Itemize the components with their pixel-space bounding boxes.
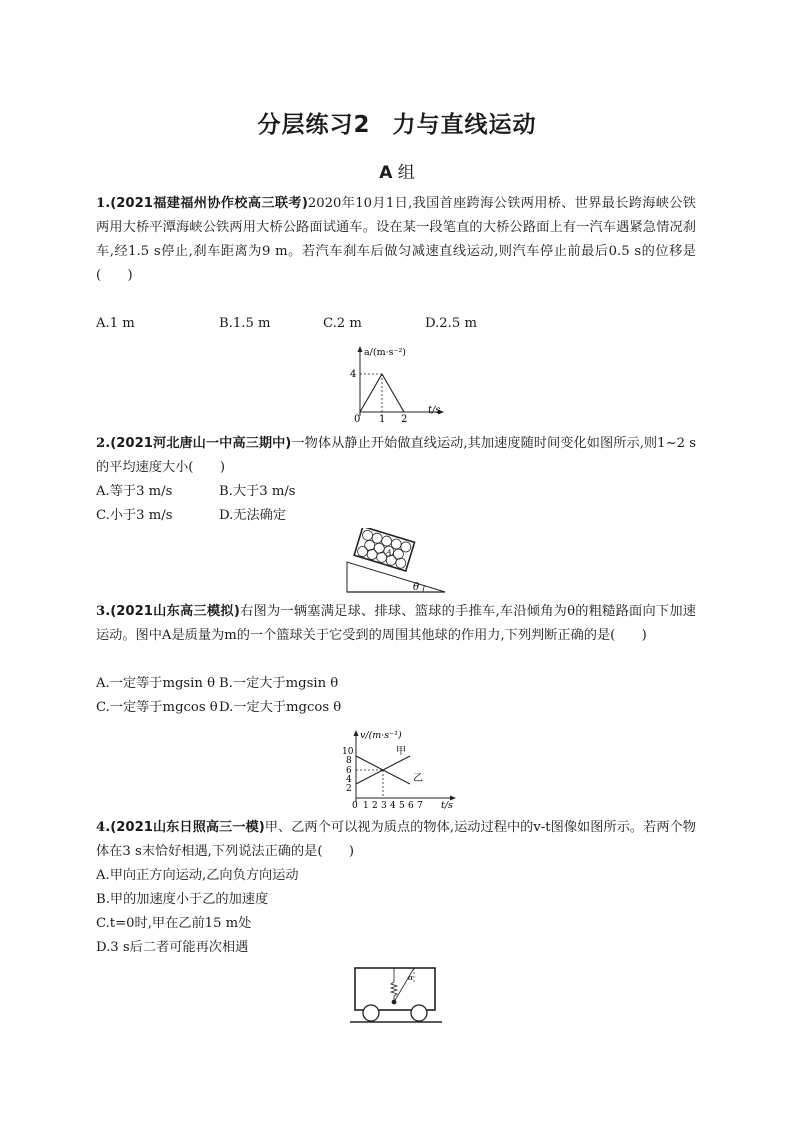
angle-label: θ <box>413 582 420 593</box>
y-tick-4: 4 <box>346 775 352 785</box>
q2-option-a: A.等于3 m/s <box>96 484 173 499</box>
q1-option-d: D.2.5 m <box>425 316 477 331</box>
x-tick-7: 7 <box>417 801 423 811</box>
q4-option-d: D.3 s后二者可能再次相遇 <box>96 940 249 955</box>
graph-line-rise <box>360 374 382 412</box>
question-source: .(2021福建福州协作校高三联考) <box>105 196 308 211</box>
x-tick-label-0: 0 <box>354 414 361 424</box>
y-axis-label: v/(m·s⁻¹) <box>360 730 402 741</box>
q4-option-c: C.t=0时,甲在乙前15 m处 <box>96 916 252 931</box>
wheel-left <box>363 1005 379 1021</box>
q4-option-a: A.甲向正方向运动,乙向负方向运动 <box>96 868 299 883</box>
x-axis-label: t/s <box>428 405 441 416</box>
x-tick-0: 0 <box>352 801 358 811</box>
y-tick-2: 2 <box>346 784 352 794</box>
x-tick-label-2: 2 <box>401 414 408 424</box>
y-axis-arrow <box>358 346 363 352</box>
q3-option-d: D.一定大于mgcos θ <box>219 700 342 715</box>
q1-option-a: A.1 m <box>96 316 135 331</box>
question-text: 甲、乙两个可以视为质点的物体,运动过程中的v-t图像如图所示。若两个物体在3 s末恰好相遇,下列说法正确的是( ) <box>96 820 696 859</box>
group-heading <box>0 158 794 183</box>
y-tick-6: 6 <box>346 766 352 776</box>
question-source: .(2021山东高三模拟) <box>105 604 240 619</box>
x-tick-5: 5 <box>399 801 405 811</box>
wheel-right <box>411 1005 427 1021</box>
acceleration-time-graph <box>340 342 450 424</box>
y-tick-label: 4 <box>350 369 357 380</box>
q3-option-b: B.一定大于mgsin θ <box>219 676 339 691</box>
group-label: 组 <box>397 163 415 183</box>
incline <box>347 562 445 592</box>
angle-arc <box>423 586 425 593</box>
balls <box>356 529 412 569</box>
q2-option-c: C.小于3 m/s <box>96 508 173 523</box>
q3-option-c: C.一定等于mgcos θ <box>96 700 218 715</box>
question-text: 2020年10月1日,我国首座跨海公铁两用桥、世界最长跨海峡公铁两用大桥平潭海峡公铁两用大桥公路面试通车。设在某一段笔直的大桥公路面上有一汽车遇紧急情况刹车,经1.5 s停止,刹车距离为9 m。若汽车刹车后做匀减速直线运动,则汽车停止前最后0.5 s的位移是( ) <box>96 196 696 283</box>
series-jia-label: 甲 <box>396 746 406 757</box>
q4-option-b: B.甲的加速度小于乙的加速度 <box>96 892 269 907</box>
cart-spring-figure <box>350 964 444 1026</box>
y-axis-label: a/(m·s⁻²) <box>364 347 407 358</box>
x-axis-label: t/s <box>441 800 453 811</box>
x-tick-6: 6 <box>408 801 414 811</box>
q2-option-b: B.大于3 m/s <box>219 484 296 499</box>
title-sub: 力与直线运动 <box>392 112 537 138</box>
y-tick-8: 8 <box>346 756 352 766</box>
question-source: .(2021河北唐山一中高三期中) <box>105 436 292 451</box>
cart <box>354 528 414 571</box>
ball-a-label: A <box>385 547 393 557</box>
x-tick-2: 2 <box>372 801 378 811</box>
cart-on-incline-figure <box>345 528 449 596</box>
question-2 <box>96 432 696 480</box>
q1-option-b: B.1.5 m <box>219 316 271 331</box>
question-number: 3 <box>96 604 106 619</box>
y-axis-arrow <box>354 730 359 736</box>
question-number: 2 <box>96 436 106 451</box>
angle-label: α <box>408 973 414 982</box>
x-tick-3: 3 <box>381 801 387 811</box>
q2-option-d: D.无法确定 <box>219 508 287 523</box>
q3-option-a: A.一定等于mgsin θ <box>96 676 216 691</box>
x-tick-4: 4 <box>390 801 396 811</box>
group-letter: A <box>379 163 393 183</box>
question-text: 一物体从静止开始做直线运动,其加速度随时间变化如图所示,则1~2 s的平均速度大小( ) <box>96 436 696 475</box>
page-title <box>0 106 794 139</box>
velocity-time-graph <box>338 726 462 812</box>
spring-coil <box>391 982 397 996</box>
question-3 <box>96 600 696 648</box>
graph-line-fall <box>382 374 404 412</box>
series-yi-label: 乙 <box>413 773 423 784</box>
question-number: 1 <box>96 196 106 211</box>
question-number: 4 <box>96 820 106 835</box>
question-source: .(2021山东日照高三一模) <box>105 820 265 835</box>
question-4 <box>96 816 696 864</box>
x-tick-label-1: 1 <box>379 414 386 424</box>
question-text: 右图为一辆塞满足球、排球、篮球的手推车,车沿倾角为θ的粗糙路面向下加速运动。图中A是质量为m的一个篮球关于它受到的周围其他球的作用力,下列判断正确的是( ) <box>96 604 696 643</box>
q1-option-c: C.2 m <box>323 316 362 331</box>
y-tick-10: 10 <box>342 747 354 757</box>
question-1 <box>96 192 696 288</box>
title-main: 分层练习2 <box>257 112 371 138</box>
x-tick-1: 1 <box>363 801 369 811</box>
